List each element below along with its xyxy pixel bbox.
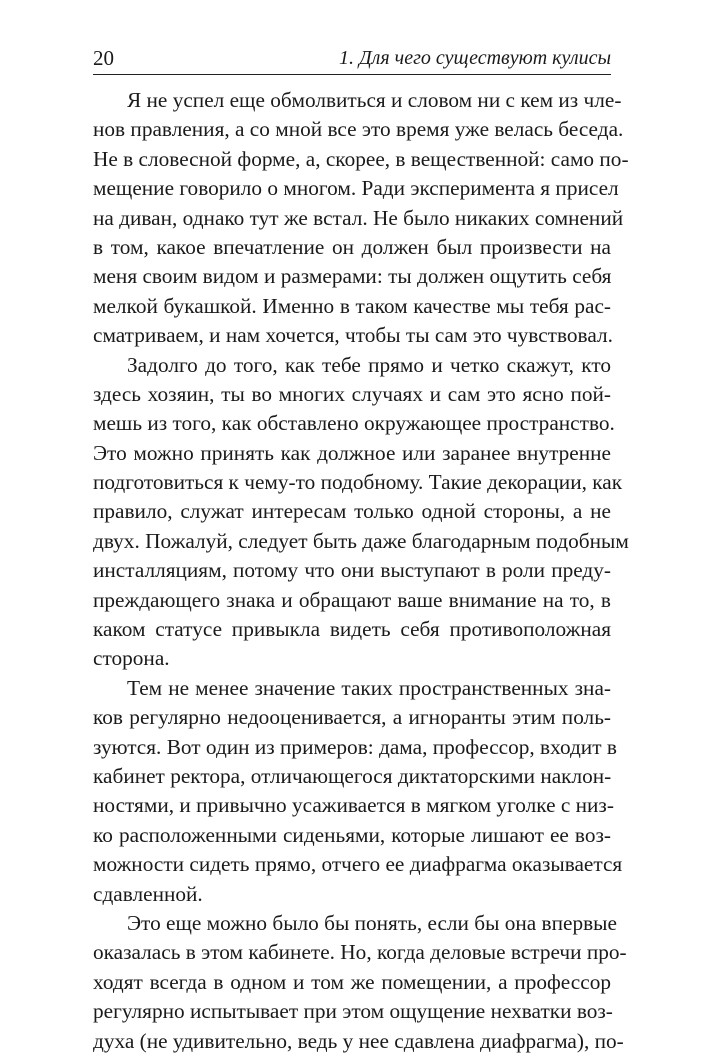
text-line: оказалась в этом кабинете. Но, когда деловые встречи про-	[93, 940, 627, 965]
text-line: ходят всегда в одном и том же помещении, а профессор	[93, 969, 611, 994]
text-line: нов правления, а со мной все это время уже велась беседа.	[93, 117, 624, 142]
text-line: правило, служат интересам только одной стороны, а не	[93, 499, 611, 524]
text-line: Я не успел еще обмолвиться и словом ни с кем из чле-	[127, 88, 622, 112]
text-line: здесь хозяин, ты во многих случаях и сам это ясно пой-	[93, 381, 611, 406]
text-line: кабинет ректора, отличающегося диктаторскими наклон-	[93, 763, 612, 788]
text-line: преждающего знака и обращают ваше внимание на то, в	[93, 587, 611, 612]
text-line: подготовиться к чему-то подобному. Такие декорации, как	[93, 470, 623, 495]
paragraph-4	[93, 909, 627, 1056]
text-line: можности сидеть прямо, отчего ее диафрагма оказывается	[93, 852, 623, 877]
text-line: ков регулярно недооценивается, а игноранты этим поль-	[93, 705, 611, 730]
header-rule	[93, 74, 611, 75]
text-line: ко расположенными сиденьями, которые лишают ее воз-	[93, 822, 611, 847]
text-line: духа (не удивительно, ведь у нее сдавлена диафрагма), по-	[93, 1028, 624, 1053]
text-line: Тем не менее значение таких пространственных зна-	[127, 675, 611, 700]
text-line: мещение говорило о многом. Ради эксперимента я присел	[93, 176, 619, 201]
running-head	[93, 44, 611, 72]
text-line: мешь из того, как обставлено окружающее пространство.	[93, 411, 615, 436]
page-number: 20	[93, 46, 114, 70]
text-line: регулярно испытывает при этом ощущение нехватки воз-	[93, 999, 613, 1024]
text-line: каком статусе привыкла видеть себя противоположная	[93, 617, 611, 642]
text-line: двух. Пожалуй, следует быть даже благодарным подобным	[93, 528, 629, 553]
text-line: инсталляциям, потому что они выступают в роли преду-	[93, 558, 611, 583]
text-line: зуются. Вот один из примеров: дама, профессор, входит в	[93, 734, 617, 759]
paragraph-1	[93, 86, 629, 351]
text-line: Задолго до того, как тебе прямо и четко скажут, кто	[127, 352, 611, 377]
body-text	[93, 86, 629, 1056]
text-line: Это можно принять как должное или заранее внутренне	[93, 440, 611, 465]
text-line: сдавленной.	[93, 881, 203, 906]
text-line: мелкой букашкой. Именно в таком качестве мы тебя рас-	[93, 293, 611, 318]
text-line: сматриваем, и нам хочется, чтобы ты сам это чувствовал.	[93, 323, 613, 348]
text-line: в том, какое впечатление он должен был произвести на	[93, 234, 611, 259]
paragraph-3	[93, 674, 623, 909]
paragraph-2	[93, 351, 629, 674]
text-line: Не в словесной форме, а, скорее, в вещественной: само по-	[93, 146, 629, 171]
text-line: сторона.	[93, 646, 170, 671]
text-line: ностями, и привычно усаживается в мягком уголке с низ-	[93, 793, 614, 818]
text-line: на диван, однако тут же встал. Не было никаких сомнений	[93, 205, 624, 230]
chapter-title: 1. Для чего существуют кулисы	[338, 47, 611, 69]
text-line: меня своим видом и размерами: ты должен ощутить себя	[93, 264, 612, 289]
text-line: Это еще можно было бы понять, если бы она впервые	[127, 910, 617, 935]
